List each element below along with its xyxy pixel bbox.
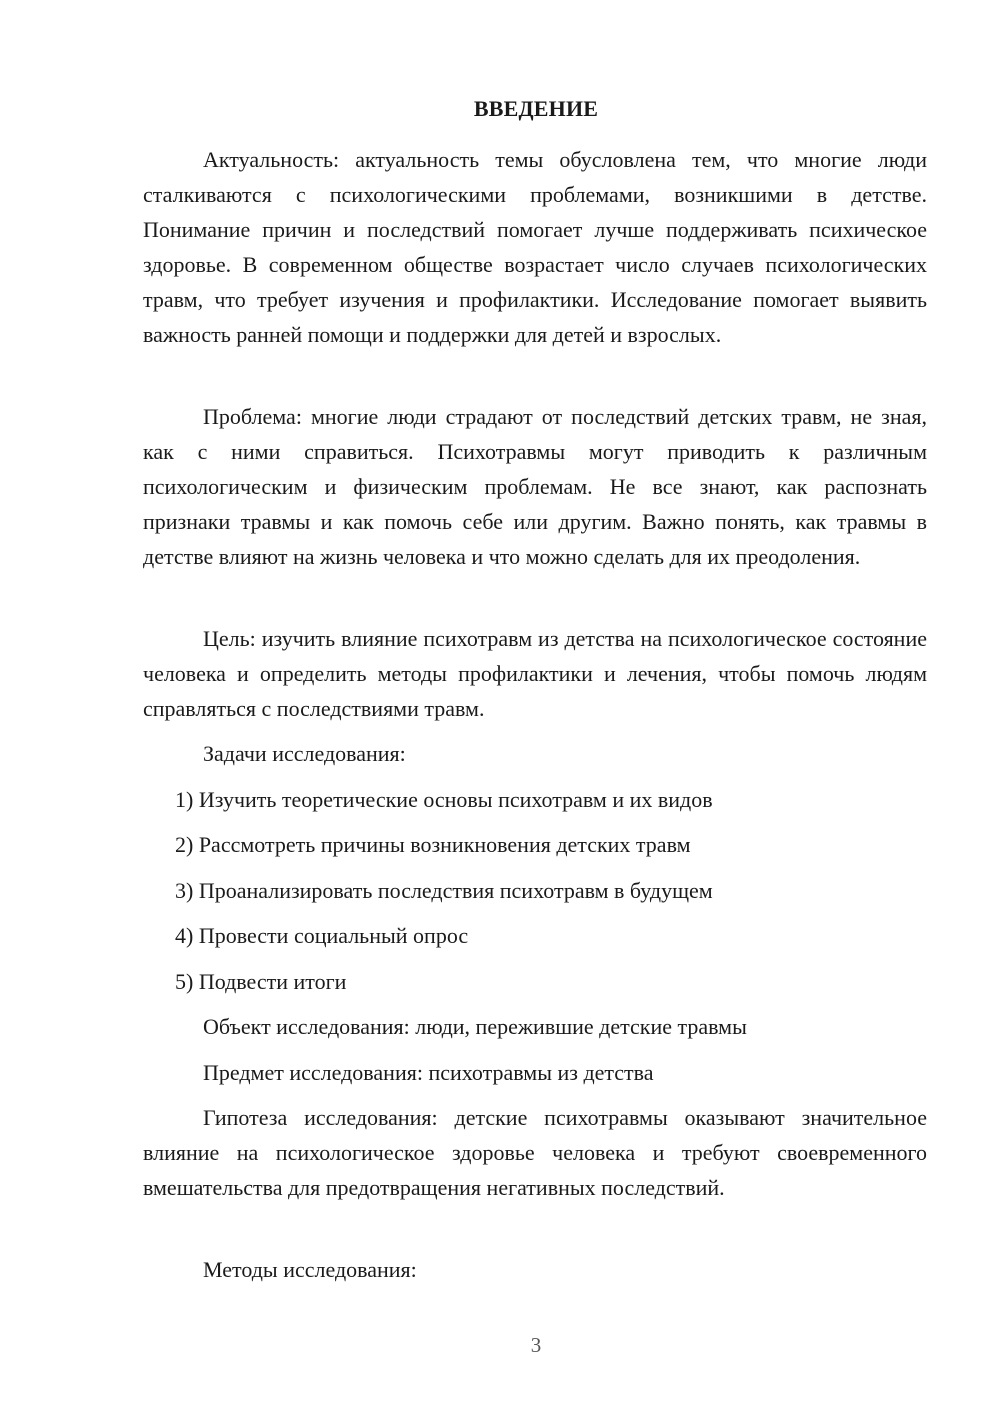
hypothesis-paragraph: Гипотеза исследования: детские психотравмы оказывают значительное влияние на психологическое здоровье человека и требуют своевременного вмешательства для предотвращения негативных последствий. (143, 1105, 927, 1200)
page-title: ВВЕДЕНИЕ (473, 96, 599, 121)
relevance-section (143, 142, 927, 352)
research-object: Объект исследования: люди, пережившие детские травмы (203, 1014, 747, 1039)
goal-section (143, 621, 927, 726)
list-item: 5) Подвести итоги (175, 969, 347, 994)
relevance-paragraph: Актуальность: актуальность темы обусловлена тем, что многие люди сталкиваются с психологическими проблемами, возникшими в детстве. Понимание причин и последствий помогает лучше поддерживать психическое здоровье. В современном обществе возрастает число случаев психологических травм, что требует изучения и профилактики. Исследование помогает выявить важность ранней помощи и поддержки для детей и взрослых. (143, 147, 927, 347)
list-item: 2) Рассмотреть причины возникновения детских травм (175, 832, 691, 857)
problem-paragraph: Проблема: многие люди страдают от последствий детских травм, не зная, как с ними справиться. Психотравмы могут приводить к различным психологическим и физическим проблемам. Не все знают, как распознать признаки травмы и как помочь себе или другим. Важно понять, как травмы в детстве влияют на жизнь человека и что можно сделать для их преодоления. (143, 404, 927, 569)
methods-heading: Методы исследования: (203, 1257, 417, 1282)
goal-paragraph: Цель: изучить влияние психотравм из детства на психологическое состояние человека и определить методы профилактики и лечения, чтобы помочь людям справляться с последствиями травм. (143, 626, 927, 721)
problem-section (143, 399, 927, 574)
tasks-heading: Задачи исследования: (203, 741, 406, 766)
page-number: 3 (530, 1333, 542, 1357)
list-item: 1) Изучить теоретические основы психотравм и их видов (175, 787, 713, 812)
research-subject: Предмет исследования: психотравмы из детства (203, 1060, 654, 1085)
list-item: 4) Провести социальный опрос (175, 923, 469, 948)
hypothesis-section (143, 1100, 927, 1205)
list-item: 3) Проанализировать последствия психотравм в будущем (175, 878, 713, 903)
